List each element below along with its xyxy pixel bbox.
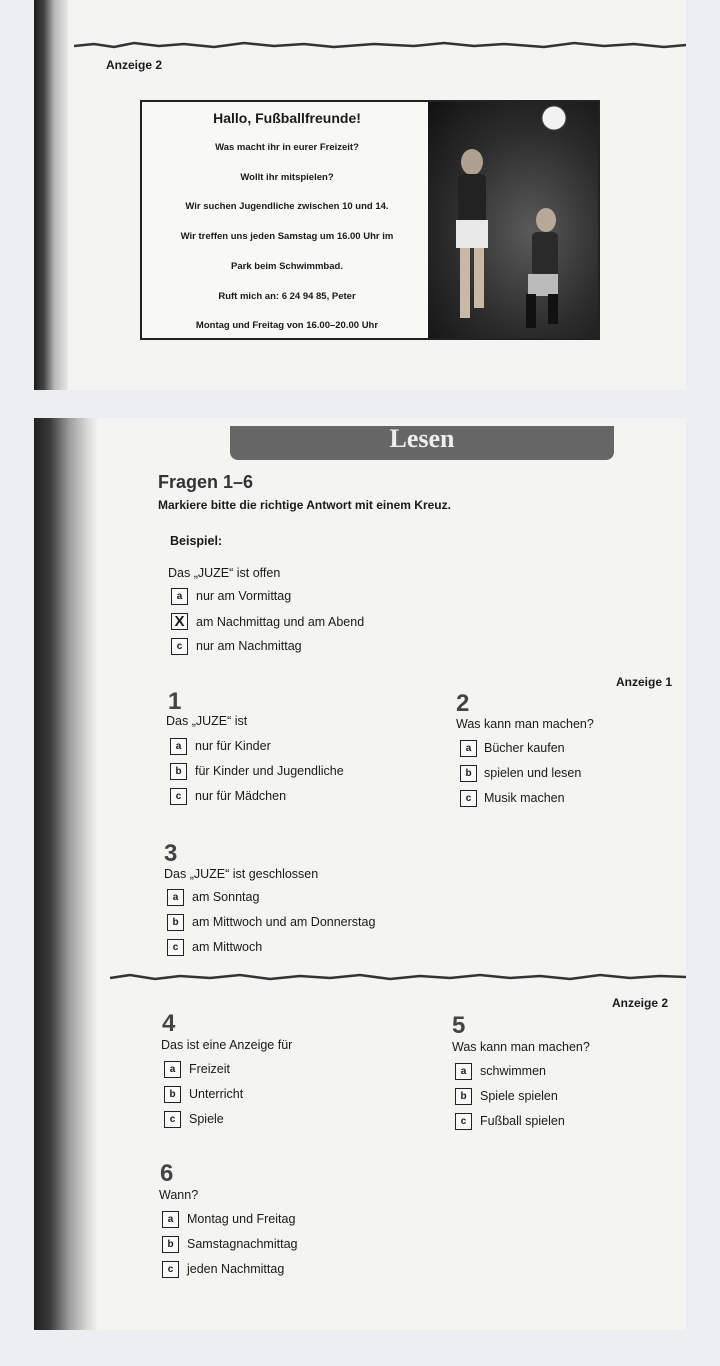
answer-text: Spiele spielen bbox=[480, 1089, 558, 1103]
answer-text: Montag und Freitag bbox=[187, 1212, 296, 1226]
answer-text: nur am Vormittag bbox=[196, 589, 292, 603]
answer-text: Unterricht bbox=[189, 1087, 244, 1101]
ad-line: Ruft mich an: 6 24 94 85, Peter bbox=[218, 291, 356, 302]
question-number: 3 bbox=[164, 840, 178, 867]
anzeige-2-label: Anzeige 2 bbox=[612, 996, 669, 1010]
answer-text: am Mittwoch und am Donnerstag bbox=[192, 915, 376, 929]
question-text: Das „JUZE“ ist bbox=[166, 714, 248, 728]
question-number: 5 bbox=[452, 1012, 466, 1039]
question-text: Wann? bbox=[159, 1188, 199, 1202]
answer-box[interactable]: b bbox=[170, 763, 187, 780]
answer-text: nur am Nachmittag bbox=[196, 639, 302, 653]
answer-text: für Kinder und Jugendliche bbox=[195, 764, 344, 778]
question-number: 6 bbox=[160, 1160, 174, 1187]
answer-box[interactable]: b bbox=[164, 1086, 181, 1103]
anzeige-2-heading: Anzeige 2 bbox=[106, 58, 163, 72]
answer-box[interactable]: a bbox=[164, 1061, 181, 1078]
question-text: Was kann man machen? bbox=[452, 1040, 590, 1054]
answer-text: schwimmen bbox=[480, 1064, 546, 1078]
scan-page-lesen bbox=[34, 418, 686, 1330]
question-number: 1 bbox=[168, 688, 182, 715]
question-number: 2 bbox=[456, 690, 470, 717]
answer-box[interactable]: a bbox=[171, 588, 188, 605]
answer-box-checked[interactable]: X bbox=[171, 613, 188, 630]
answer-text: am Nachmittag und am Abend bbox=[196, 615, 365, 629]
ad-line: Wir suchen Jugendliche zwischen 10 und 14. bbox=[185, 201, 389, 212]
answer-text: jeden Nachmittag bbox=[187, 1262, 285, 1276]
answer-text: am Mittwoch bbox=[192, 940, 263, 954]
answer-box[interactable]: c bbox=[167, 939, 184, 956]
question-text: Was kann man machen? bbox=[456, 717, 594, 731]
section-title: Fragen 1–6 bbox=[158, 472, 254, 492]
answer-box[interactable]: c bbox=[162, 1261, 179, 1278]
ad-line: Was macht ihr in eurer Freizeit? bbox=[215, 142, 359, 153]
answer-box[interactable]: a bbox=[170, 738, 187, 755]
answer-box[interactable]: a bbox=[460, 740, 477, 757]
answer-text: am Sonntag bbox=[192, 890, 260, 904]
answer-box[interactable]: a bbox=[455, 1063, 472, 1080]
example-question: Das „JUZE“ ist offen bbox=[168, 566, 281, 580]
football-players-photo bbox=[428, 102, 598, 338]
answer-box[interactable]: b bbox=[162, 1236, 179, 1253]
answer-text: Spiele bbox=[189, 1112, 224, 1126]
example-label: Beispiel: bbox=[170, 534, 223, 548]
book-spine-shadow bbox=[34, 418, 98, 1330]
answer-text: Samstagnachmittag bbox=[187, 1237, 298, 1251]
answer-box[interactable]: b bbox=[460, 765, 477, 782]
ad-line: Wir treffen uns jeden Samstag um 16.00 Uhr im bbox=[180, 231, 394, 242]
answer-box[interactable]: c bbox=[170, 788, 187, 805]
answer-box[interactable]: a bbox=[162, 1211, 179, 1228]
torn-edge-divider bbox=[74, 38, 686, 52]
answer-box[interactable]: c bbox=[171, 638, 188, 655]
answer-text: nur für Mädchen bbox=[195, 789, 287, 803]
instruction: Markiere bitte die richtige Antwort mit einem Kreuz. bbox=[158, 498, 451, 512]
question-number: 4 bbox=[162, 1010, 176, 1037]
answer-box[interactable]: c bbox=[460, 790, 477, 807]
ad-line: Park beim Schwimmbad. bbox=[231, 261, 343, 272]
answer-box[interactable]: b bbox=[167, 914, 184, 931]
book-spine-shadow bbox=[34, 0, 68, 390]
scan-page-anzeige-2 bbox=[34, 0, 686, 390]
ad-title: Hallo, Fußballfreunde! bbox=[213, 110, 361, 126]
answer-box[interactable]: c bbox=[164, 1111, 181, 1128]
answer-text: Freizeit bbox=[189, 1062, 230, 1076]
question-text: Das „JUZE“ ist geschlossen bbox=[164, 867, 319, 881]
answer-box[interactable]: a bbox=[167, 889, 184, 906]
lesen-banner: Lesen bbox=[230, 426, 614, 460]
answer-text: nur für Kinder bbox=[195, 739, 271, 753]
answer-text: Bücher kaufen bbox=[484, 741, 565, 755]
answer-text: Musik machen bbox=[484, 791, 565, 805]
answer-text: spielen und lesen bbox=[484, 766, 582, 780]
ad-line: Wollt ihr mitspielen? bbox=[240, 172, 334, 183]
football-ad-box bbox=[140, 100, 600, 340]
answer-text: Fußball spielen bbox=[480, 1114, 565, 1128]
question-text: Das ist eine Anzeige für bbox=[161, 1038, 293, 1052]
ad-line: Montag und Freitag von 16.00–20.00 Uhr bbox=[195, 320, 379, 331]
torn-edge-divider bbox=[110, 970, 686, 984]
anzeige-1-label: Anzeige 1 bbox=[616, 675, 673, 689]
answer-box[interactable]: c bbox=[455, 1113, 472, 1130]
answer-box[interactable]: b bbox=[455, 1088, 472, 1105]
